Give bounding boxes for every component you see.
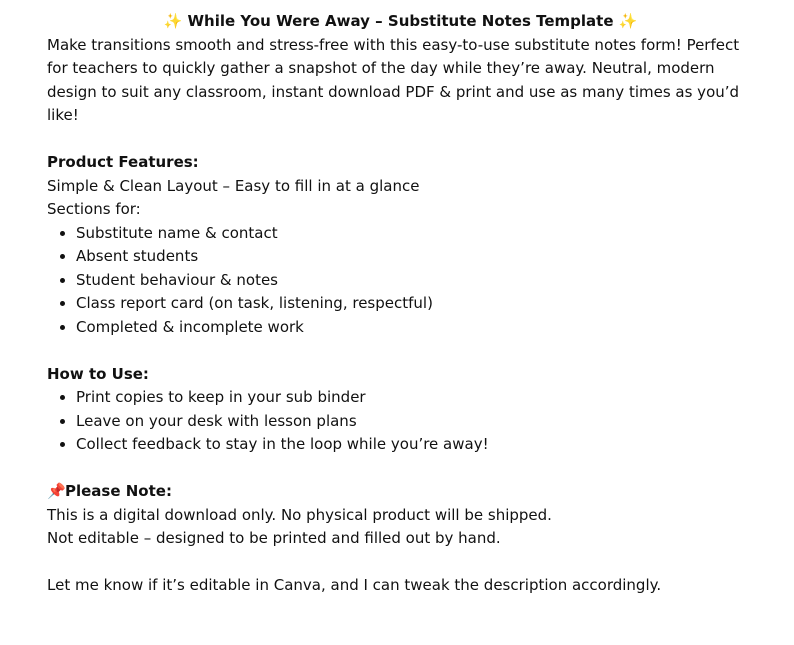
features-list xyxy=(47,222,754,340)
note-line: Not editable – designed to be printed and filled out by hand. xyxy=(47,529,501,547)
list-item: • Substitute name & contact xyxy=(76,222,754,246)
features-line: Simple & Clean Layout – Easy to fill in at a glance xyxy=(47,176,420,195)
note-heading-text: Please Note: xyxy=(65,482,172,500)
list-item: • Student behaviour & notes xyxy=(76,269,754,293)
how-to-use-heading: How to Use: xyxy=(47,364,149,383)
spacer xyxy=(47,339,754,363)
spacer xyxy=(47,551,754,575)
document-title xyxy=(47,10,754,34)
list-item: • Collect feedback to stay in the loop while you’re away! xyxy=(76,433,754,457)
list-item: • Absent students xyxy=(76,245,754,269)
note-heading xyxy=(47,480,754,504)
spacer xyxy=(47,128,754,152)
features-line: Sections for: xyxy=(47,200,141,218)
title-text: While You Were Away – Substitute Notes Template xyxy=(187,12,614,30)
list-item: • Completed & incomplete work xyxy=(76,316,754,340)
list-item: • Class report card (on task, listening, respectful) xyxy=(76,292,754,316)
sparkle-icon: ✨ xyxy=(618,12,638,30)
intro-paragraph: Make transitions smooth and stress-free with this easy-to-use substitute notes form! Perfect for teachers to quickly gather a snapshot of the day while they’re away. Neutral, modern design to suit any classroom, instant download PDF & print and use as many times as you’d like! xyxy=(47,35,740,124)
features-heading: Product Features: xyxy=(47,153,199,171)
pushpin-icon: 📌 xyxy=(47,482,66,500)
spacer xyxy=(47,457,754,481)
note-line: This is a digital download only. No physical product will be shipped. xyxy=(47,505,552,524)
list-item: • Leave on your desk with lesson plans xyxy=(76,410,754,434)
list-item: • Print copies to keep in your sub binder xyxy=(76,386,754,410)
sparkle-icon: ✨ xyxy=(163,12,183,30)
how-to-use-list xyxy=(47,386,754,457)
closing-paragraph: Let me know if it’s editable in Canva, and I can tweak the description accordingly. xyxy=(47,576,662,594)
